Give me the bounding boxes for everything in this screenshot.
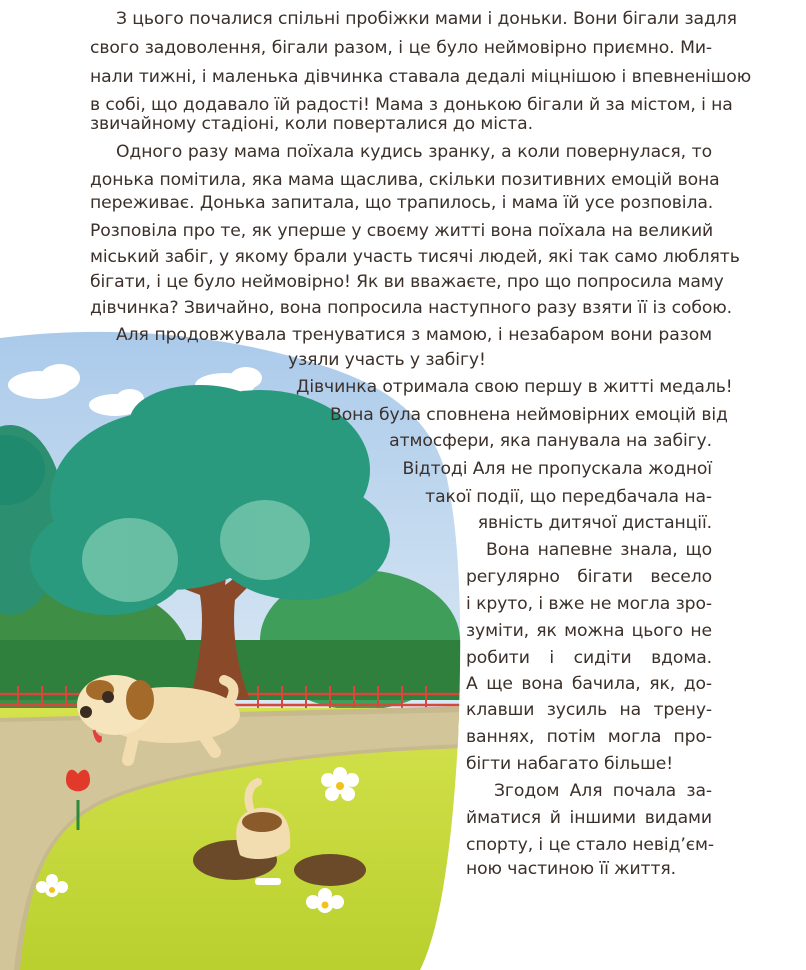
story-line: міський забіг, у якому брали участь тисячі людей, які так само люблять — [90, 247, 740, 267]
story-line: ною частиною її життя. — [466, 859, 676, 879]
story-line: Одного разу мама поїхала кудись зранку, а коли повернулася, то — [116, 142, 712, 162]
story-line: бігати, і це було неймовірно! Як ви вважаєте, про що попросила маму — [90, 272, 724, 292]
story-line: робити і сидіти вдома. — [466, 648, 712, 668]
story-line: бігти набагато більше! — [466, 754, 673, 774]
story-line: Вона напевне знала, що — [486, 540, 712, 560]
story-line: З цього почалися спільні пробіжки мами і доньки. Вони бігали задля — [116, 9, 737, 29]
story-line: переживає. Донька запитала, що трапилось, і мама їй усе розповіла. — [90, 193, 714, 213]
story-line: нали тижні, і маленька дівчинка ставала дедалі міцнішою і впевненішою — [90, 67, 752, 87]
story-line: явність дитячої дистанції. — [477, 513, 712, 533]
story-line: зуміти, як можна цього не — [466, 621, 712, 641]
story-line: клавши зусиль на трену- — [466, 700, 712, 720]
story-line: і круто, і вже не могла зро- — [466, 594, 712, 614]
story-line: дівчинка? Звичайно, вона попросила наступного разу взяти її із собою. — [90, 298, 732, 318]
story-line: узяли участь у забігу! — [288, 350, 486, 370]
story-line: регулярно бігати весело — [466, 567, 712, 587]
story-line: Вона була сповнена неймовірних емоцій від — [330, 405, 728, 425]
story-line: атмосфери, яка панувала на забігу. — [389, 431, 712, 451]
story-line: звичайному стадіоні, коли поверталися до міста. — [90, 114, 533, 134]
story-line: йматися й іншими видами — [466, 808, 712, 828]
story-line: такої події, що передбачала на- — [425, 487, 712, 507]
story-line: в собі, що додавало їй радості! Мама з донькою бігали й за містом, і на — [90, 95, 733, 115]
story-line: донька помітила, яка мама щаслива, скільки позитивних емоцій вона — [90, 170, 720, 190]
story-line: свого задоволення, бігали разом, і це було неймовірно приємно. Ми- — [90, 38, 712, 58]
story-line: Згодом Аля почала за- — [494, 781, 712, 801]
story-line: Дівчинка отримала свою першу в житті медаль! — [296, 377, 733, 397]
story-line: спорту, і це стало невід’єм- — [466, 835, 715, 855]
story-line: Відтоді Аля не пропускала жодної — [402, 459, 712, 479]
story-line: Розповіла про те, як уперше у своєму житті вона поїхала на великий — [90, 221, 714, 241]
story-line: ваннях, потім могла про- — [466, 727, 712, 747]
story-line: Аля продовжувала тренуватися з мамою, і незабаром вони разом — [116, 325, 712, 345]
story-line: А ще вона бачила, як, до- — [466, 674, 712, 694]
